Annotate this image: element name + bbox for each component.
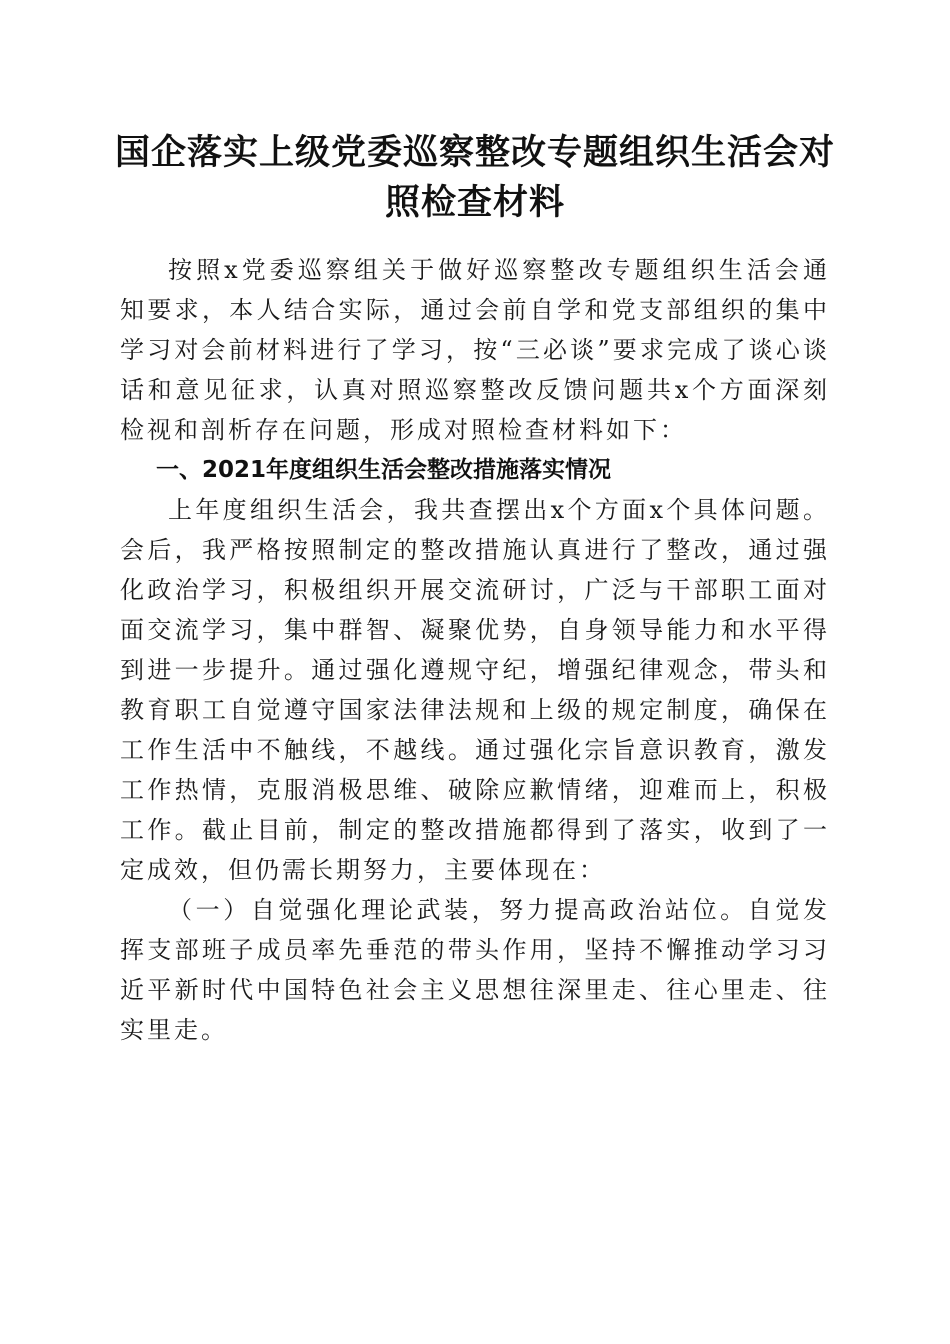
document-title: 国企落实上级党委巡察整改专题组织生活会对照检查材料 xyxy=(114,132,835,223)
subsection-1-text: 自觉发挥支部班子成员率先垂范的带头作用，坚持不懈推动学习习近平新时代中国特色社会主义思想往深里走、往心里走、往实里走。 xyxy=(120,896,830,1044)
document-body xyxy=(120,250,830,1050)
section-1-paragraph: 上年度组织生活会，我共查摆出x个方面x个具体问题。会后，我严格按照制定的整改措施认真进行了整改，通过强化政治学习，积极组织开展交流研讨，广泛与干部职工面对面交流学习，集中群智、凝聚优势，自身领导能力和水平得到进一步提升。通过强化遵规守纪，增强纪律观念，带头和教育职工自觉遵守国家法律法规和上级的规定制度，确保在工作生活中不触线，不越线。通过强化宗旨意识教育，激发工作热情，克服消极思维、破除应歉情绪，迎难而上，积极工作。截止目前，制定的整改措施都得到了落实，收到了一定成效，但仍需长期努力，主要体现在： xyxy=(120,496,830,884)
subsection-1-paragraph xyxy=(120,890,830,1050)
subsection-1-lead: （一）自觉强化理论武装，努力提高政治站位。 xyxy=(168,896,748,924)
intro-paragraph: 按照x党委巡察组关于做好巡察整改专题组织生活会通知要求，本人结合实际，通过会前自学和党支部组织的集中学习对会前材料进行了学习，按“三必谈”要求完成了谈心谈话和意见征求，认真对照巡察整改反馈问题共x个方面深刻检视和剖析存在问题，形成对照检查材料如下： xyxy=(120,256,830,444)
section-1-heading: 一、2021年度组织生活会整改措施落实情况 xyxy=(156,457,612,483)
